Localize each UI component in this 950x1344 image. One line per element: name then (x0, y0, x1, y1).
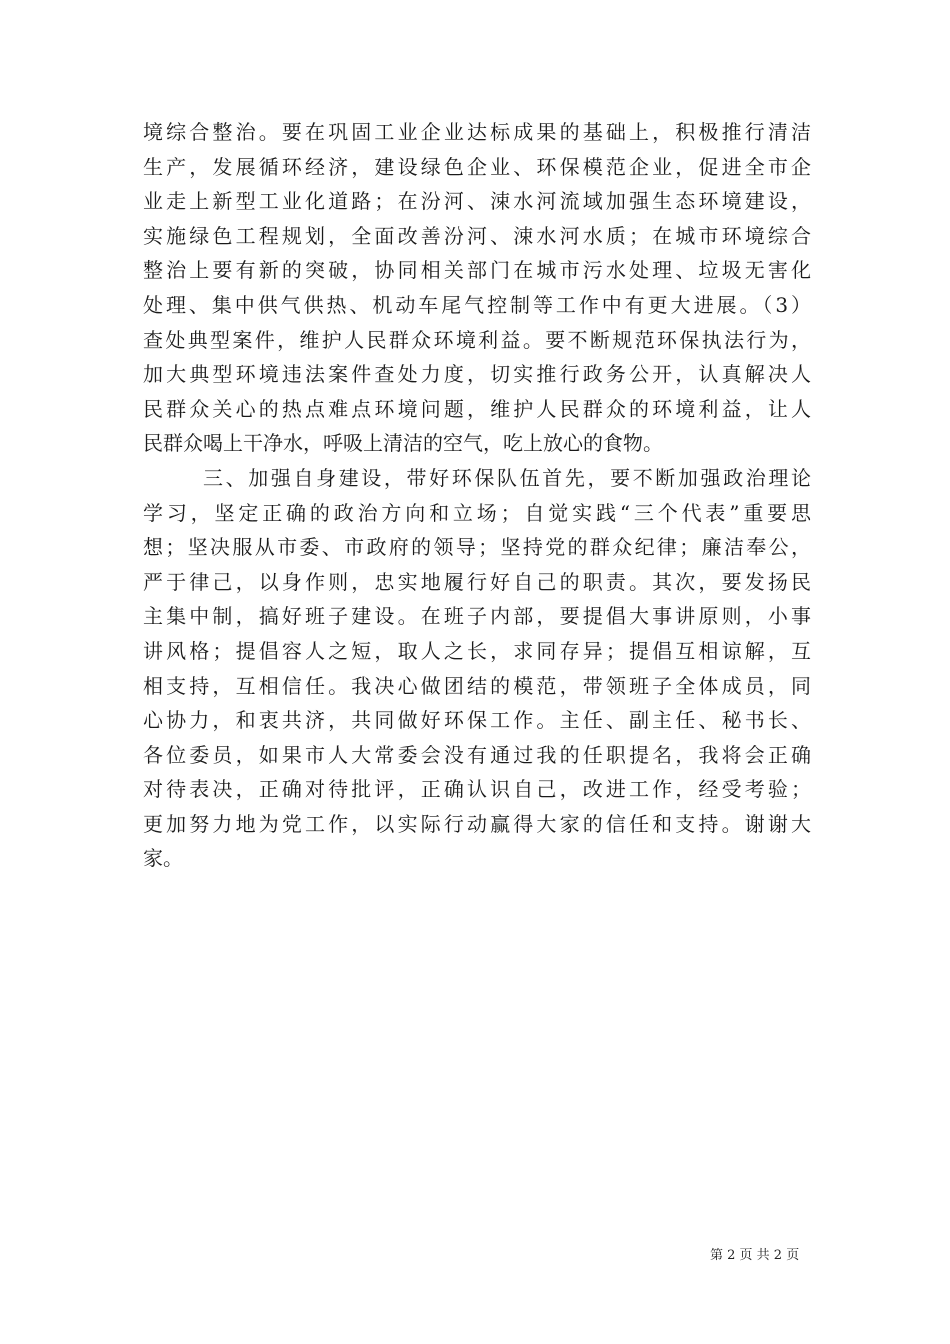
text-line: 查处典型案件，维护人民群众环境利益。要不断规范环保执法行为， (143, 327, 811, 352)
text-line: 实施绿色工程规划，全面改善汾河、涑水河水质；在城市环境综合 (143, 223, 811, 248)
page-number-footer: 第 2 页 共 2 页 (710, 1248, 800, 1263)
text-line: 严于律己，以身作则，忠实地履行好自己的职责。其次，要发扬民 (143, 569, 811, 594)
text-line: 民群众喝上干净水，呼吸上清洁的空气，吃上放心的食物。 (143, 431, 663, 456)
text-line: 业走上新型工业化道路；在汾河、涑水河流域加强生态环境建设， (143, 189, 811, 214)
text-line: 对待表决，正确对待批评，正确认识自己，改进工作，经受考验； (143, 777, 811, 802)
text-line: 生产，发展循环经济，建设绿色企业、环保模范企业，促进全市企 (143, 154, 811, 179)
text-line: 想；坚决服从市委、市政府的领导；坚持党的群众纪律；廉洁奉公， (143, 535, 811, 560)
text-line: 更加努力地为党工作，以实际行动赢得大家的信任和支持。谢谢大 (143, 811, 811, 836)
text-line: 民群众关心的热点难点环境问题，维护人民群众的环境利益，让人 (143, 396, 811, 421)
text-line: 家。 (143, 846, 183, 871)
text-line: 讲风格；提倡容人之短，取人之长，求同存异；提倡互相谅解，互 (143, 638, 811, 663)
text-line: 心协力，和衷共济，共同做好环保工作。主任、副主任、秘书长、 (143, 708, 811, 733)
body-text (143, 115, 811, 876)
text-line: 境综合整治。要在巩固工业企业达标成果的基础上，积极推行清洁 (143, 120, 811, 144)
text-line: 处理、集中供气供热、机动车尾气控制等工作中有更大进展。（3） (143, 292, 811, 317)
text-line: 整治上要有新的突破，协同相关部门在城市污水处理、垃圾无害化 (143, 258, 811, 283)
text-line: 加大典型环境违法案件查处力度，切实推行政务公开，认真解决人 (143, 362, 811, 387)
text-line: 主集中制，搞好班子建设。在班子内部，要提倡大事讲原则，小事 (143, 604, 811, 629)
section-three-heading-line: 三、加强自身建设，带好环保队伍首先，要不断加强政治理论 (203, 465, 811, 490)
text-line: 学习，坚定正确的政治方向和立场；自觉实践“三个代表”重要思 (143, 500, 811, 525)
text-line: 相支持，互相信任。我决心做团结的模范，带领班子全体成员，同 (143, 673, 811, 698)
text-line: 各位委员，如果市人大常委会没有通过我的任职提名，我将会正确 (143, 742, 811, 767)
